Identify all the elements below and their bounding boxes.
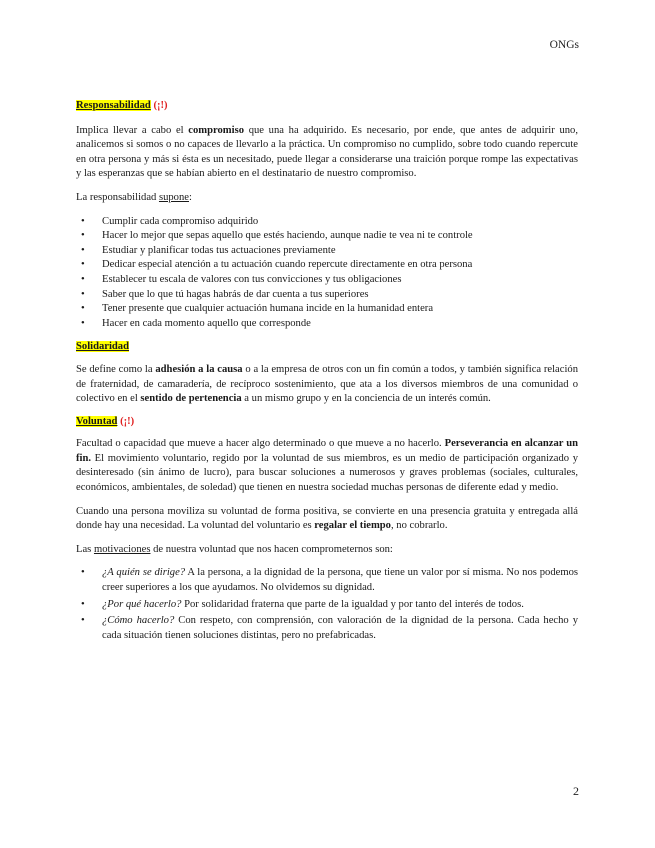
bullet-list-responsabilidad [76,215,578,332]
bold-term: Perseverancia en alcanzar un fin. [76,438,578,464]
paragraph-intro: La responsabilidad supone: [76,191,192,203]
heading-text: Voluntad [76,415,118,427]
bold-term: regalar el tiempo [314,520,391,532]
page-number: 2 [573,784,579,798]
heading-responsabilidad [76,99,578,114]
list-item: • Establecer tu escala de valores con tus convicciones y tus obligaciones [76,273,578,288]
bold-term: sentido de pertenencia [140,393,242,405]
page-header: ONGs [549,39,579,51]
paragraph-voluntad-3: Las motivaciones de nuestra voluntad que nos hacen comprometernos son: [76,543,393,555]
list-item: • ¿A quién se dirige? A la persona, a la dignidad de la persona, que tiene un valor por sí misma. No nos podemos creer superiores a los que ayudamos. No olvidemos su dignidad. [81,567,578,594]
bullet-icon: • [81,598,85,610]
bullet-icon: • [81,567,85,579]
question-text: ¿A quién se dirige? [102,567,186,579]
bullet-icon: • [81,303,85,315]
list-item: • ¿Cómo hacerlo? Con respeto, con comprensión, con valoración de la dignidad de la persona. Cada hecho y cada situación tienen soluciones distintas, pero no prefabricadas. [81,615,578,641]
list-item: • Saber que lo que tú hagas habrás de dar cuenta a tus superiores [76,288,578,303]
list-item: • Dedicar especial atención a tu actuación cuando repercute directamente en otra persona [76,258,578,273]
question-text: ¿Por qué hacerlo? [102,598,182,610]
bullet-icon: • [81,288,85,300]
document-body [76,99,578,643]
heading-solidaridad [76,340,578,355]
bold-term: adhesión a la causa [155,363,243,375]
bullet-icon: • [81,244,85,256]
bullet-icon: • [81,215,85,227]
list-item: • Hacer en cada momento aquello que corresponde [76,317,578,332]
paragraph-voluntad-2: Cuando una persona moviliza su voluntad de forma positiva, se convierte en una presencia gratuita y entregada allá donde hay una necesidad. La voluntad del voluntario es regalar el tiempo, no cobrarlo. [76,505,578,532]
paragraph-solidaridad: Se define como la adhesión a la causa o a la empresa de otros con un fin común a todos, y también significa relación de fraternidad, de camaradería, de recíproco sostenimiento, que ata a los diversos miembros de una comunidad o colectivo en el sentido de pertenencia a un mismo grupo y en la conciencia de un interés común. [76,363,578,405]
bold-term: compromiso [188,124,244,136]
heading-text: Responsabilidad [76,100,151,111]
bullet-icon: • [81,317,85,329]
list-item: • Hacer lo mejor que sepas aquello que estés haciendo, aunque nadie te vea ni te controle [76,229,578,244]
underlined-term: motivaciones [93,543,151,555]
list-item: • Cumplir cada compromiso adquirido [76,215,578,230]
list-item: • ¿Por qué hacerlo? Por solidaridad fraterna que parte de la igualdad y por tanto del interés de todos. [76,598,578,613]
exclamation-mark: (¡!) [120,415,135,427]
bullet-list-motivaciones [76,566,578,643]
exclamation-mark: (¡!) [153,100,168,111]
list-item: • Estudiar y planificar todas tus actuaciones previamente [76,244,578,259]
bullet-icon: • [81,230,85,242]
paragraph-voluntad-1: Facultad o capacidad que mueve a hacer algo determinado o que mueve a no hacerlo. Perseverancia en alcanzar un fin. El movimiento voluntario, regido por la voluntad de sus miembros, es un medio de participación organizado y desinteresado (sin ánimo de lucro), para buscar soluciones a numerosos y graves problemas (sociales, culturales, económicos, ambientales, de soledad) que tienen en nuestra sociedad muchas personas de diferente edad y medio. [76,438,578,494]
bullet-icon: • [81,273,85,285]
bullet-icon: • [81,259,85,271]
question-text: ¿Cómo hacerlo? [102,615,175,627]
heading-voluntad [76,415,578,430]
bullet-icon: • [81,615,85,627]
list-item: • Tener presente que cualquier actuación humana incide en la humanidad entera [76,302,578,317]
underlined-term: supone [158,191,189,203]
heading-text: Solidaridad [76,341,129,353]
paragraph-responsabilidad: Implica llevar a cabo el compromiso que una ha adquirido. Es necesario, por ende, que antes de adquirir uno, analicemos si somos o no capaces de llevarlo a la práctica. Un compromiso no cumplido, sobre todo cuando repercute en otra persona y más si ésta es un necesitado, puede llegar a considerarse una traición porque rompe las expectativas y las esperanzas que se habían abierto en el destinatario de nuestro compromiso. [76,124,578,180]
